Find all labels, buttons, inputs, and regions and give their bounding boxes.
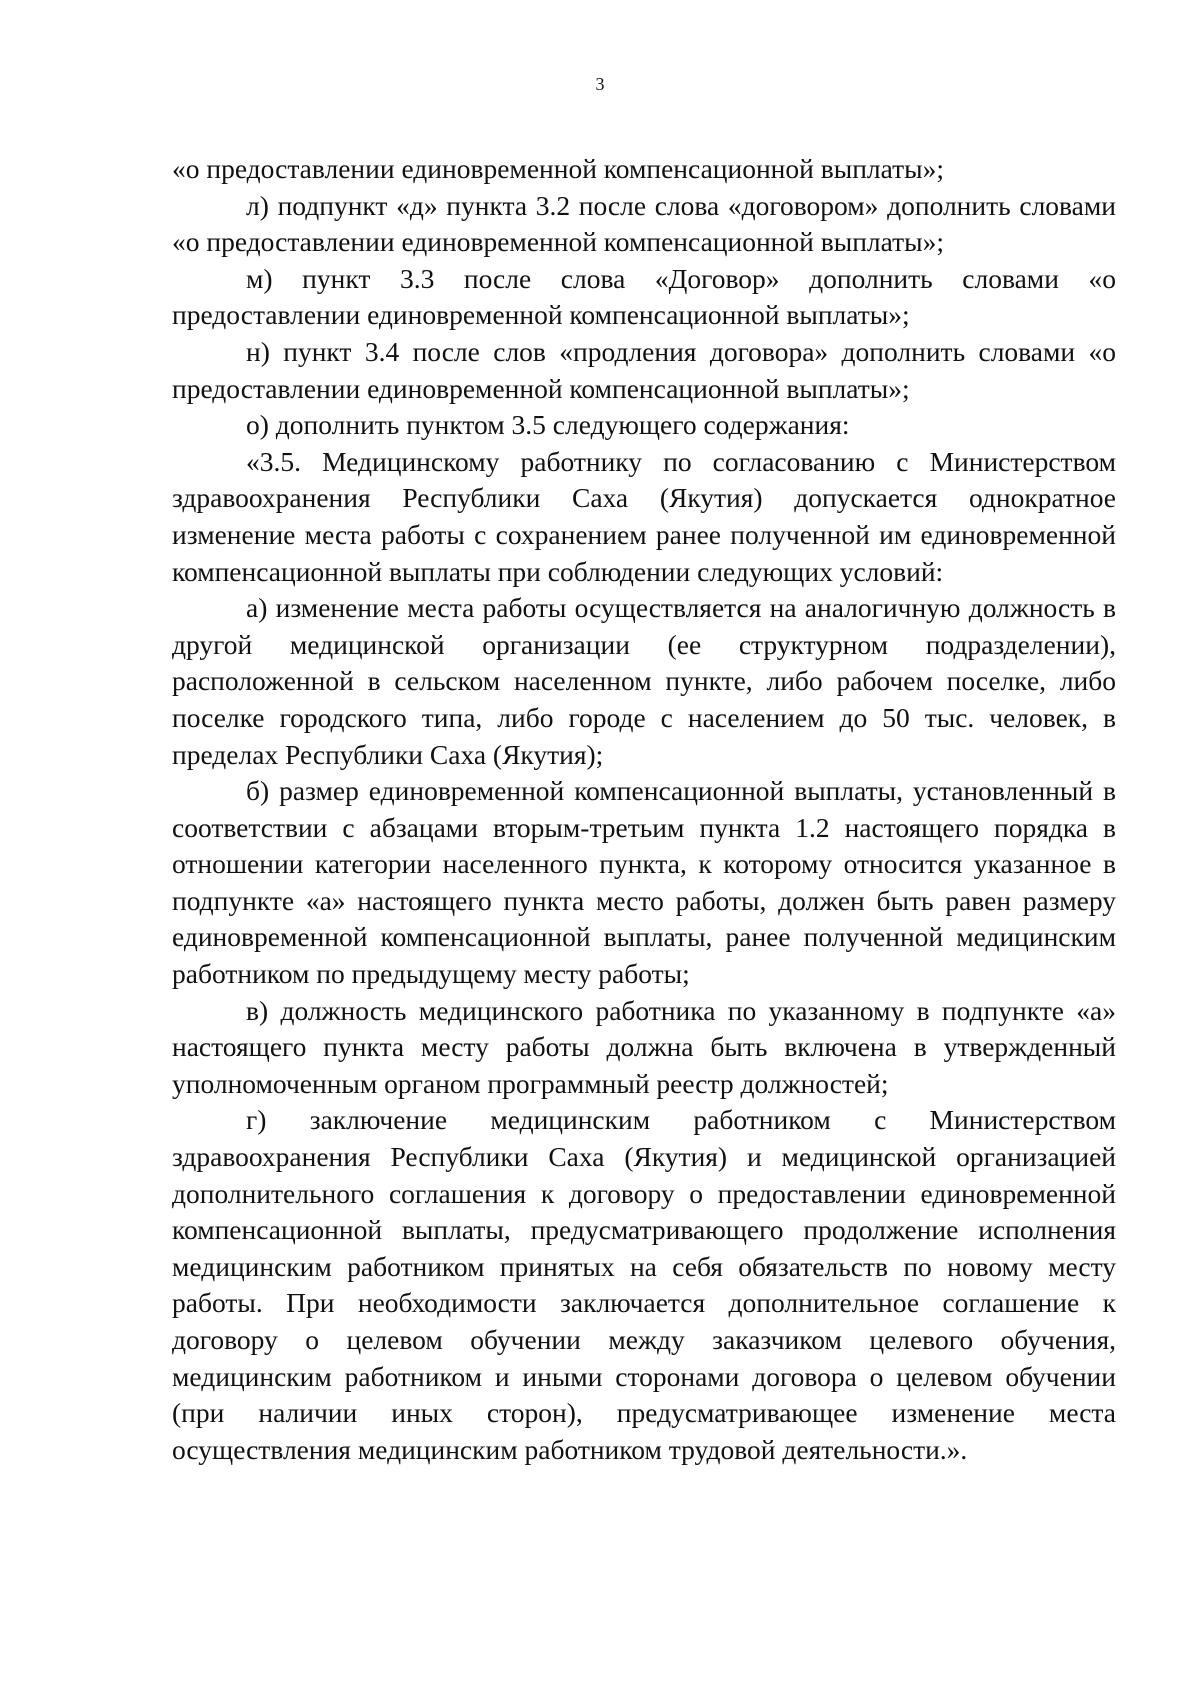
paragraph-clause-3-5: «3.5. Медицинскому работнику по согласованию с Министерством здравоохранения Республики Саха (Якутия) допускается однократное изменение места работы с сохранением ранее полученной им единовременной компенсационной выплаты при соблюдении следующих условий: <box>172 445 1116 587</box>
paragraph-item-m: м) пункт 3.3 после слова «Договор» дополнить словами «о предоставлении единовременной компенсационной выплаты»; <box>172 262 1116 331</box>
document-body <box>172 151 1116 1468</box>
paragraph-item-o: о) дополнить пунктом 3.5 следующего содержания: <box>246 409 850 441</box>
paragraph-condition-g: г) заключение медицинским работником с Министерством здравоохранения Республики Саха (Якутия) и медицинской организацией дополнительного соглашения к договору о предоставлении единовременной компенсационной выплаты, предусматривающего продолжение исполнения медицинским работником принятых на себя обязательств по новому месту работы. При необходимости заключается дополнительное соглашение к договору о целевом обучении между заказчиком целевого обучения, медицинским работником и иными сторонами договора о целевом обучении (при наличии иных сторон), предусматривающее изменение места осуществления медицинским работником трудовой деятельности.». <box>172 1104 1116 1465</box>
paragraph-condition-v: в) должность медицинского работника по указанному в подпункте «а» настоящего пункта месту работы должна быть включена в утвержденный уполномоченным органом программный реестр должностей; <box>172 994 1116 1099</box>
paragraph-item-l: л) подпункт «д» пункта 3.2 после слова «договором» дополнить словами «о предоставлении единовременной компенсационной выплаты»; <box>172 189 1116 258</box>
paragraph-item-n: н) пункт 3.4 после слов «продления договора» дополнить словами «о предоставлении единовременной компенсационной выплаты»; <box>172 335 1116 404</box>
paragraph-condition-a: а) изменение места работы осуществляется на аналогичную должность в другой медицинской организации (ее структурном подразделении), расположенной в сельском населенном пункте, либо рабочем поселке, либо поселке городского типа, либо городе с населением до 50 тыс. человек, в пределах Республики Саха (Якутия); <box>172 592 1116 770</box>
paragraph-condition-b: б) размер единовременной компенсационной выплаты, установленный в соответствии с абзацами вторым-третьим пункта 1.2 настоящего порядка в отношении категории населенного пункта, к которому относится указанное в подпункте «а» настоящего пункта место работы, должен быть равен размеру единовременной компенсационной выплаты, ранее полученной медицинским работником по предыдущему месту работы; <box>172 775 1116 990</box>
page-number: 3 <box>595 74 605 94</box>
paragraph-continuation: «о предоставлении единовременной компенсационной выплаты»; <box>172 153 945 184</box>
